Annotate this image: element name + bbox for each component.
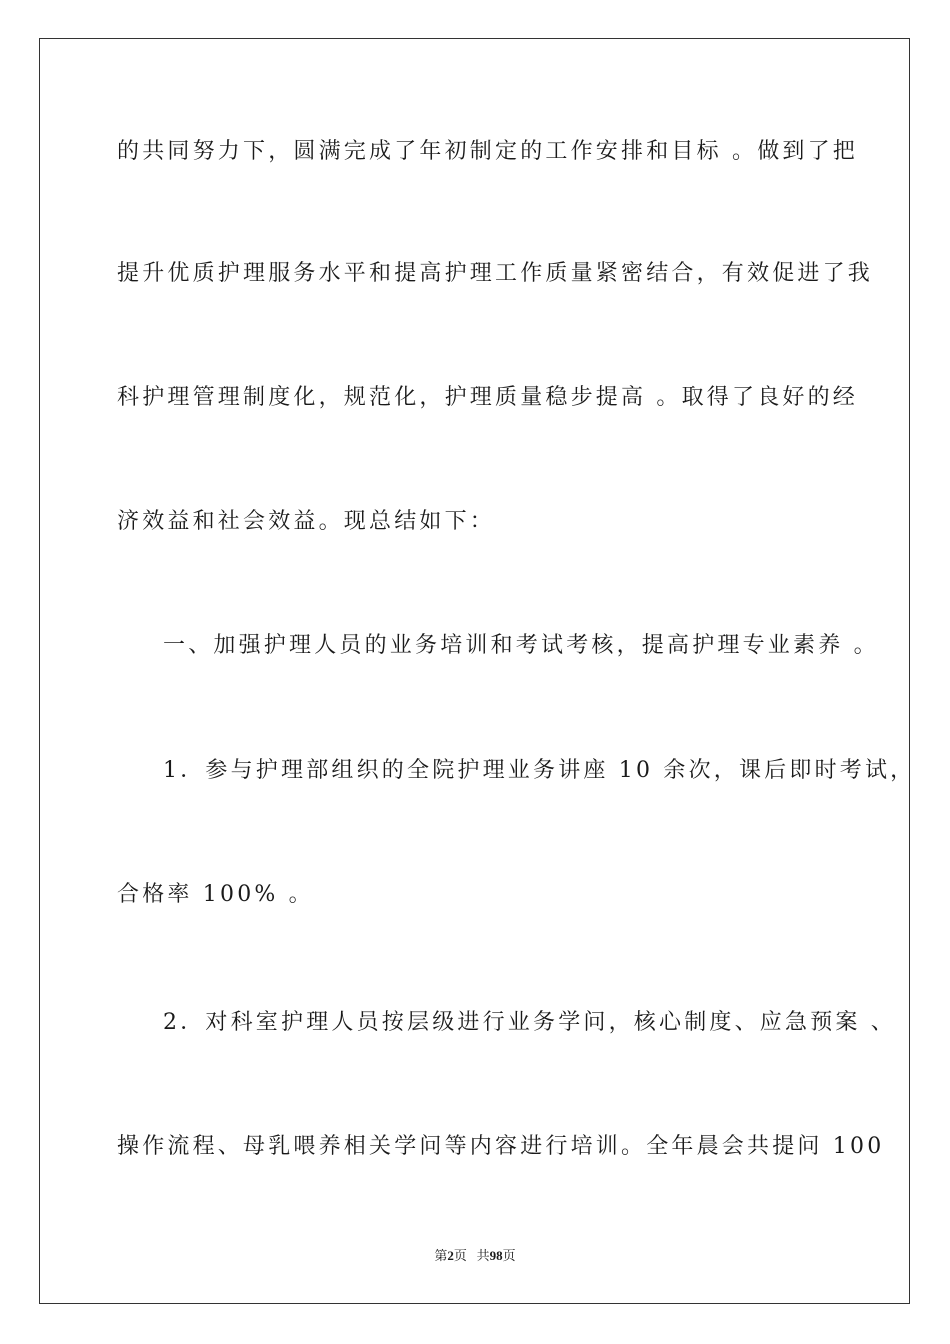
body-line-2: 提升优质护理服务水平和提高护理工作质量紧密结合，有效促进了我 (117, 261, 874, 286)
total-prefix: 共 (476, 1248, 490, 1263)
total-pages: 98 (489, 1248, 503, 1263)
page-number: 2 (447, 1248, 454, 1263)
body-line-1: 的共同努力下，圆满完成了年初制定的工作安排和目标 。做到了把 (117, 139, 858, 164)
body-line-4: 济效益和社会效益。现总结如下： (117, 509, 496, 534)
list-item-1-line-2: 合格率 100% 。 (117, 882, 314, 907)
page-footer (0, 1248, 950, 1264)
total-suffix: 页 (502, 1248, 516, 1263)
body-line-3: 科护理管理制度化，规范化，护理质量稳步提高 。取得了良好的经 (117, 385, 858, 410)
page-frame (39, 38, 910, 1304)
section-heading-1: 一、加强护理人员的业务培训和考试考核，提高护理专业素养 。 (163, 633, 879, 658)
list-item-2-line-2: 操作流程、母乳喂养相关学问等内容进行培训。全年晨会共提问 100 (117, 1134, 885, 1159)
page-prefix: 第 (434, 1248, 448, 1263)
list-item-2-line-1: 2．对科室护理人员按层级进行业务学问，核心制度、应急预案 、 (163, 1010, 896, 1035)
page-suffix: 页 (453, 1248, 467, 1263)
list-item-1-line-1: 1．参与护理部组织的全院护理业务讲座 10 余次，课后即时考试， (163, 758, 916, 783)
